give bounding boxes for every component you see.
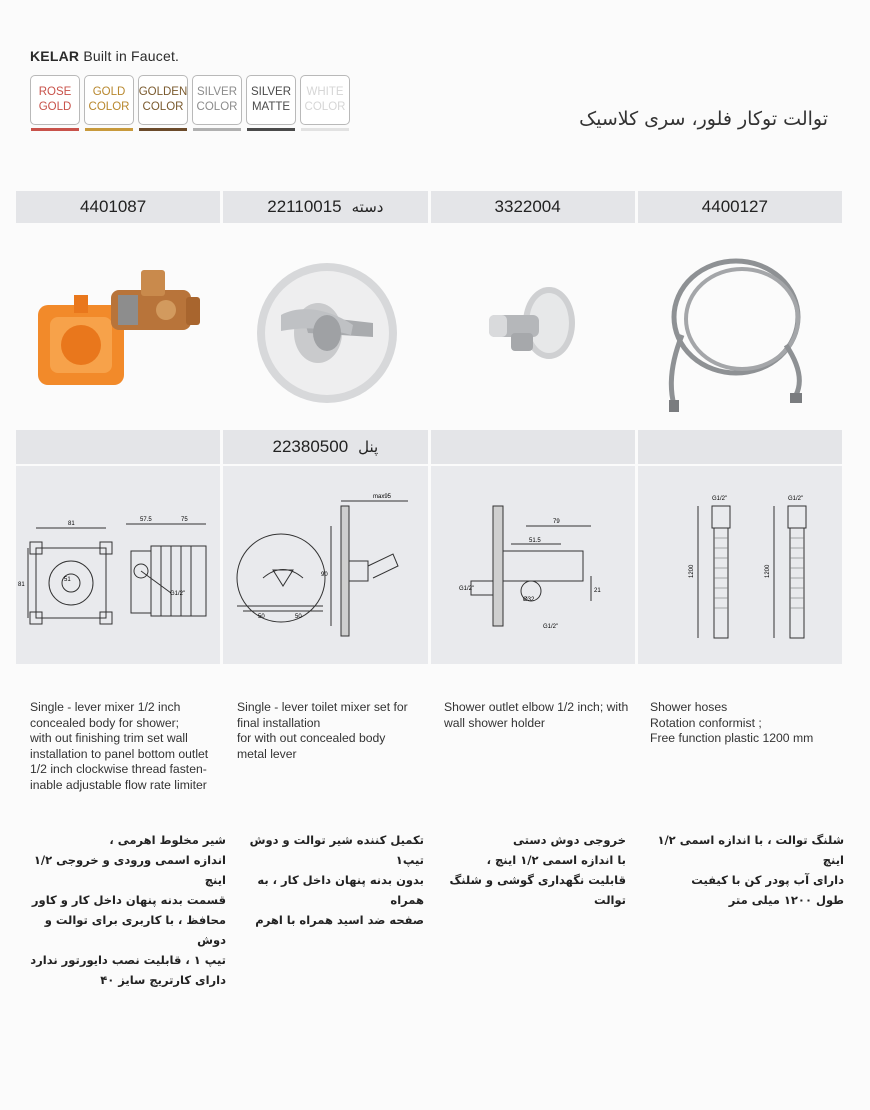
svg-text:81: 81: [18, 582, 25, 588]
svg-text:1200: 1200: [688, 564, 695, 578]
drawing-code-band: [16, 430, 842, 464]
svg-text:1200: 1200: [764, 564, 771, 578]
technical-drawings: [16, 466, 842, 664]
product-code-cell: 3322004: [431, 191, 635, 223]
description-en-elbow: Shower outlet elbow 1/2 inch; with wall shower holder: [444, 700, 629, 730]
color-swatches: [30, 75, 350, 125]
brand-title: [30, 48, 179, 64]
svg-text:G1/2": G1/2": [787, 496, 803, 502]
product-code-band: [16, 191, 842, 223]
drawing-code-cell: [431, 430, 635, 464]
svg-text:79: 79: [552, 519, 560, 525]
drawing-code-cell: 22380500 پنل: [223, 430, 427, 464]
drawing-shower-elbow: [431, 466, 635, 664]
description-fa-valve: شیر مخلوط اهرمی ، اندازه اسمی ورودی و خروجی ۱/۲ اینچ قسمت بدنه پنهان داخل کار و کاور محافظ ، با کاربری برای توالت و دوش تیپ ۱ ، قابلیت نصب دایورتور ندارد دارای کارتریج سایز ۴۰: [30, 833, 226, 987]
svg-text:50: 50: [258, 614, 265, 620]
description-en-valve: Single - lever mixer 1/2 inch concealed body for shower; with out finishing trim set wall installation to panel bottom outlet 1/2 inch clockwise thread fasten- inable adjustable flow rate limiter: [30, 700, 209, 792]
product-photos: [16, 235, 842, 425]
photo-concealed-valve: [16, 235, 223, 425]
svg-text:max95: max95: [373, 494, 392, 500]
drawing-code-cell: [638, 430, 842, 464]
svg-text:G1/2": G1/2": [170, 591, 186, 597]
description-fa-mixer-set: تکمیل کننده شیر توالت و دوش تیپ۱ بدون بدنه پنهان داخل کار ، به همراه صفحه ضد اسید همراه با اهرم: [249, 833, 424, 927]
svg-text:Ø32: Ø32: [522, 597, 534, 603]
svg-text:51: 51: [64, 577, 71, 583]
svg-text:75: 75: [181, 517, 188, 523]
brand-name: KELAR: [30, 48, 80, 64]
photo-shower-hose: [636, 235, 843, 425]
svg-text:81: 81: [68, 521, 75, 527]
drawing-mixer-panel: [223, 466, 427, 664]
series-title: توالت توکار فلور، سری کلاسیک: [579, 108, 828, 130]
description-en-mixer-set: Single - lever toilet mixer set for final installation for with out concealed body metal lever: [237, 700, 408, 761]
photo-mixer-panel: [223, 235, 430, 425]
photo-shower-elbow: [429, 235, 636, 425]
swatch-golden-color[interactable]: GOLDEN COLOR: [138, 75, 188, 125]
swatch-gold-color[interactable]: GOLD COLOR: [84, 75, 134, 125]
product-code-cell: 4400127: [638, 191, 842, 223]
swatch-silver-matte[interactable]: SILVER MATTE: [246, 75, 296, 125]
drawing-code-cell: [16, 430, 220, 464]
description-fa-elbow: خروجی دوش دستی با اندازه اسمی ۱/۲ اینچ ، قابلیت نگهداری گوشی و شلنگ توالت: [449, 833, 626, 907]
svg-text:50: 50: [295, 614, 302, 620]
description-fa-hose: شلنگ توالت ، با اندازه اسمی ۱/۲ اینچ دارای آب پودر کن با کیفیت طول ۱۲۰۰ میلی متر: [657, 833, 844, 907]
product-code-cell: 22110015 دسته: [223, 191, 427, 223]
svg-text:51.5: 51.5: [528, 538, 541, 544]
swatch-silver-color[interactable]: SILVER COLOR: [192, 75, 242, 125]
swatch-white-color[interactable]: WHITE COLOR: [300, 75, 350, 125]
svg-text:G1/2": G1/2": [542, 624, 558, 630]
svg-text:G1/2": G1/2": [711, 496, 727, 502]
drawing-concealed-valve: [16, 466, 220, 664]
brand-subtitle: Built in Faucet.: [83, 48, 180, 64]
svg-text:G1/2": G1/2": [458, 586, 474, 592]
svg-text:57.5: 57.5: [140, 517, 152, 523]
description-en-hose: Shower hoses Rotation conformist ; Free function plastic 1200 mm: [650, 700, 814, 746]
drawing-shower-hose: [638, 466, 842, 664]
swatch-rose-gold[interactable]: ROSE GOLD: [30, 75, 80, 125]
product-code-cell: 4401087: [16, 191, 220, 223]
svg-text:90: 90: [321, 572, 328, 578]
svg-text:21: 21: [593, 588, 601, 594]
